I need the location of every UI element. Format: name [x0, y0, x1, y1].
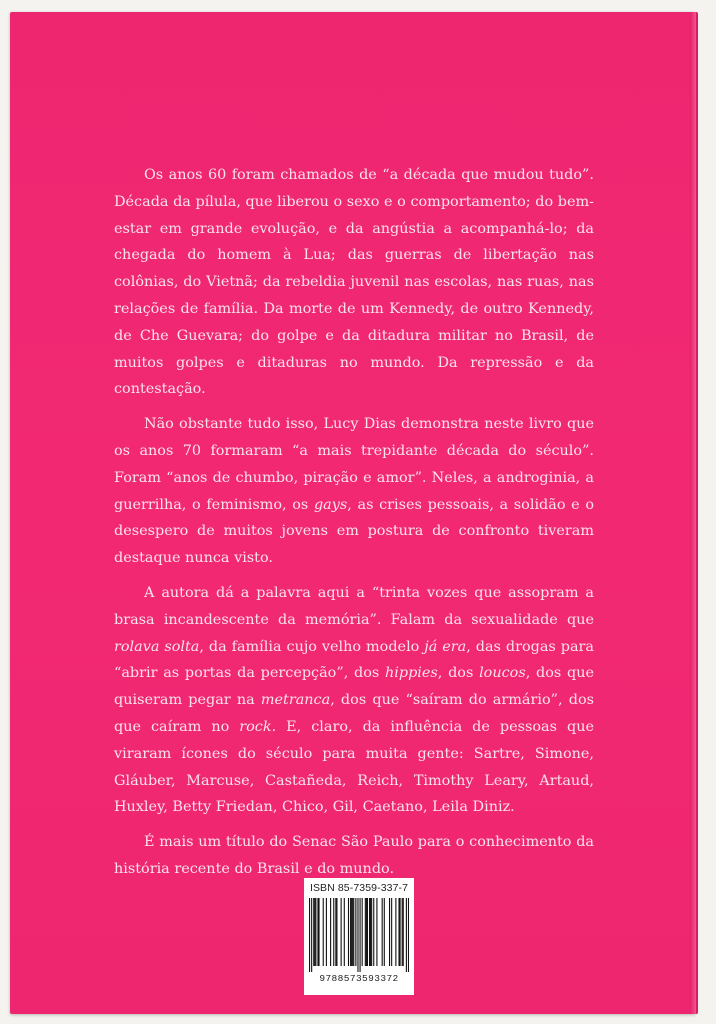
text-run: Os anos 60 foram chamados de “a década que mudou tudo”. Década da pílula, que liberou o sexo e o comportamento; do bem-estar em grande evolução, e da angústia a acompanhá-lo; da chegada do homem à Lua; das guerras de libertação nas colônias, do Vietnã; da rebeldia juvenil nas escolas, nas ruas, nas relações de família. Da morte de um Kennedy, de outro Kennedy, de Che Guevara; do golpe e da ditadura militar no Brasil, de muitos golpes e ditaduras no mundo. Da repressão e da contestação.: [114, 167, 594, 398]
barcode-bar: [406, 898, 407, 972]
blurb-paragraph: [114, 580, 594, 821]
text-run: . E, claro, da influência de pessoas que viraram ícones do século para muita gente: Sartre, Simone, Gláuber, Marcuse, Castañeda, Reich, Timothy Leary, Artaud, Huxley, Betty Friedan, Chico, Gil, Caetano, Leila Diniz.: [114, 718, 594, 816]
barcode-bar: [318, 898, 319, 966]
barcode-bar: [341, 898, 342, 966]
ean-number: 9788573593372: [319, 973, 399, 984]
barcode-label: [304, 878, 414, 995]
text-run: , dos que quiseram pegar na: [114, 665, 595, 709]
text-run: , da família cujo velho modelo: [199, 638, 425, 655]
barcode-bar: [348, 898, 349, 966]
text-run: , dos que “saíram do armário”, dos que caíram no: [114, 692, 594, 735]
barcode-bar: [403, 898, 404, 966]
isbn-number: ISBN 85-7359-337-7: [309, 882, 409, 894]
barcode-bar: [357, 898, 358, 972]
blurb-paragraph: [114, 411, 594, 572]
barcode-bar: [311, 898, 312, 972]
barcode-bar: [330, 898, 331, 966]
barcode-bar: [352, 898, 353, 966]
barcode-bar: [335, 898, 336, 966]
barcode-graphic: [309, 898, 409, 972]
barcode-bar: [323, 898, 324, 966]
blurb-paragraph: [114, 162, 594, 403]
barcode-bar: [398, 898, 399, 966]
text-run: Não obstante tudo isso, Lucy Dias demonstra neste livro que os anos 70 formaram “a mais trepidante década do século”. Foram “anos de chumbo, piração e amor”. Neles, a androginia, a guerrilha, o feminismo, os: [114, 416, 594, 513]
barcode-bar: [355, 898, 356, 966]
barcode-bar: [382, 898, 383, 966]
barcode-bar: [373, 898, 374, 966]
barcode-bar: [400, 898, 401, 966]
barcode-bar: [369, 898, 370, 966]
barcode-bar: [362, 898, 363, 966]
book-back-cover: [10, 12, 696, 1014]
barcode-bar: [317, 898, 318, 966]
italic-term: metranca: [260, 692, 331, 709]
italic-term: gays: [313, 496, 348, 513]
barcode-bar: [350, 898, 351, 966]
barcode-bar: [395, 898, 396, 966]
barcode-bar: [367, 898, 368, 966]
blurb-text: [114, 162, 594, 891]
italic-term: já era: [424, 638, 467, 655]
barcode-bar: [384, 898, 385, 966]
barcode-bar: [402, 898, 403, 966]
barcode-bar: [371, 898, 372, 966]
barcode-bar: [336, 898, 337, 966]
text-run: É mais um título do Senac São Paulo para o conhecimento da história recente do Brasil e do mundo.: [114, 834, 594, 877]
barcode-bar: [344, 898, 345, 966]
barcode-bar: [351, 898, 352, 966]
barcode-bar: [389, 898, 390, 966]
barcode-bar: [376, 898, 377, 966]
barcode-bar: [370, 898, 371, 966]
barcode-bar: [326, 898, 327, 966]
barcode-bar: [315, 898, 316, 966]
italic-term: rock: [239, 718, 272, 735]
barcode-bar: [366, 898, 367, 966]
italic-term: loucos: [479, 665, 526, 682]
barcode-bar: [353, 898, 354, 966]
text-run: , as crises pessoais, a solidão e o desespero de muitos jovens em postura de confronto tiveram destaque nunca visto.: [114, 496, 594, 567]
barcode-bar: [313, 898, 314, 966]
barcode-bar: [333, 898, 334, 966]
text-run: A autora dá a palavra aqui a “trinta vozes que assopram a brasa incandescente da memória”. Falam da sexualidade que: [114, 584, 594, 628]
barcode-bar: [309, 898, 310, 972]
cover-edge: [690, 12, 696, 1014]
blurb-paragraph: [114, 829, 594, 883]
barcode-bar: [360, 898, 361, 972]
barcode-bar: [391, 898, 392, 966]
italic-term: hippies: [384, 665, 438, 682]
barcode-bar: [408, 898, 409, 972]
text-run: , das drogas para “abrir as portas da percepção”, dos: [114, 638, 595, 682]
barcode-bar: [365, 898, 366, 966]
italic-term: rolava solta: [114, 638, 200, 655]
text-run: , dos: [437, 665, 480, 682]
barcode-bar: [314, 898, 315, 966]
